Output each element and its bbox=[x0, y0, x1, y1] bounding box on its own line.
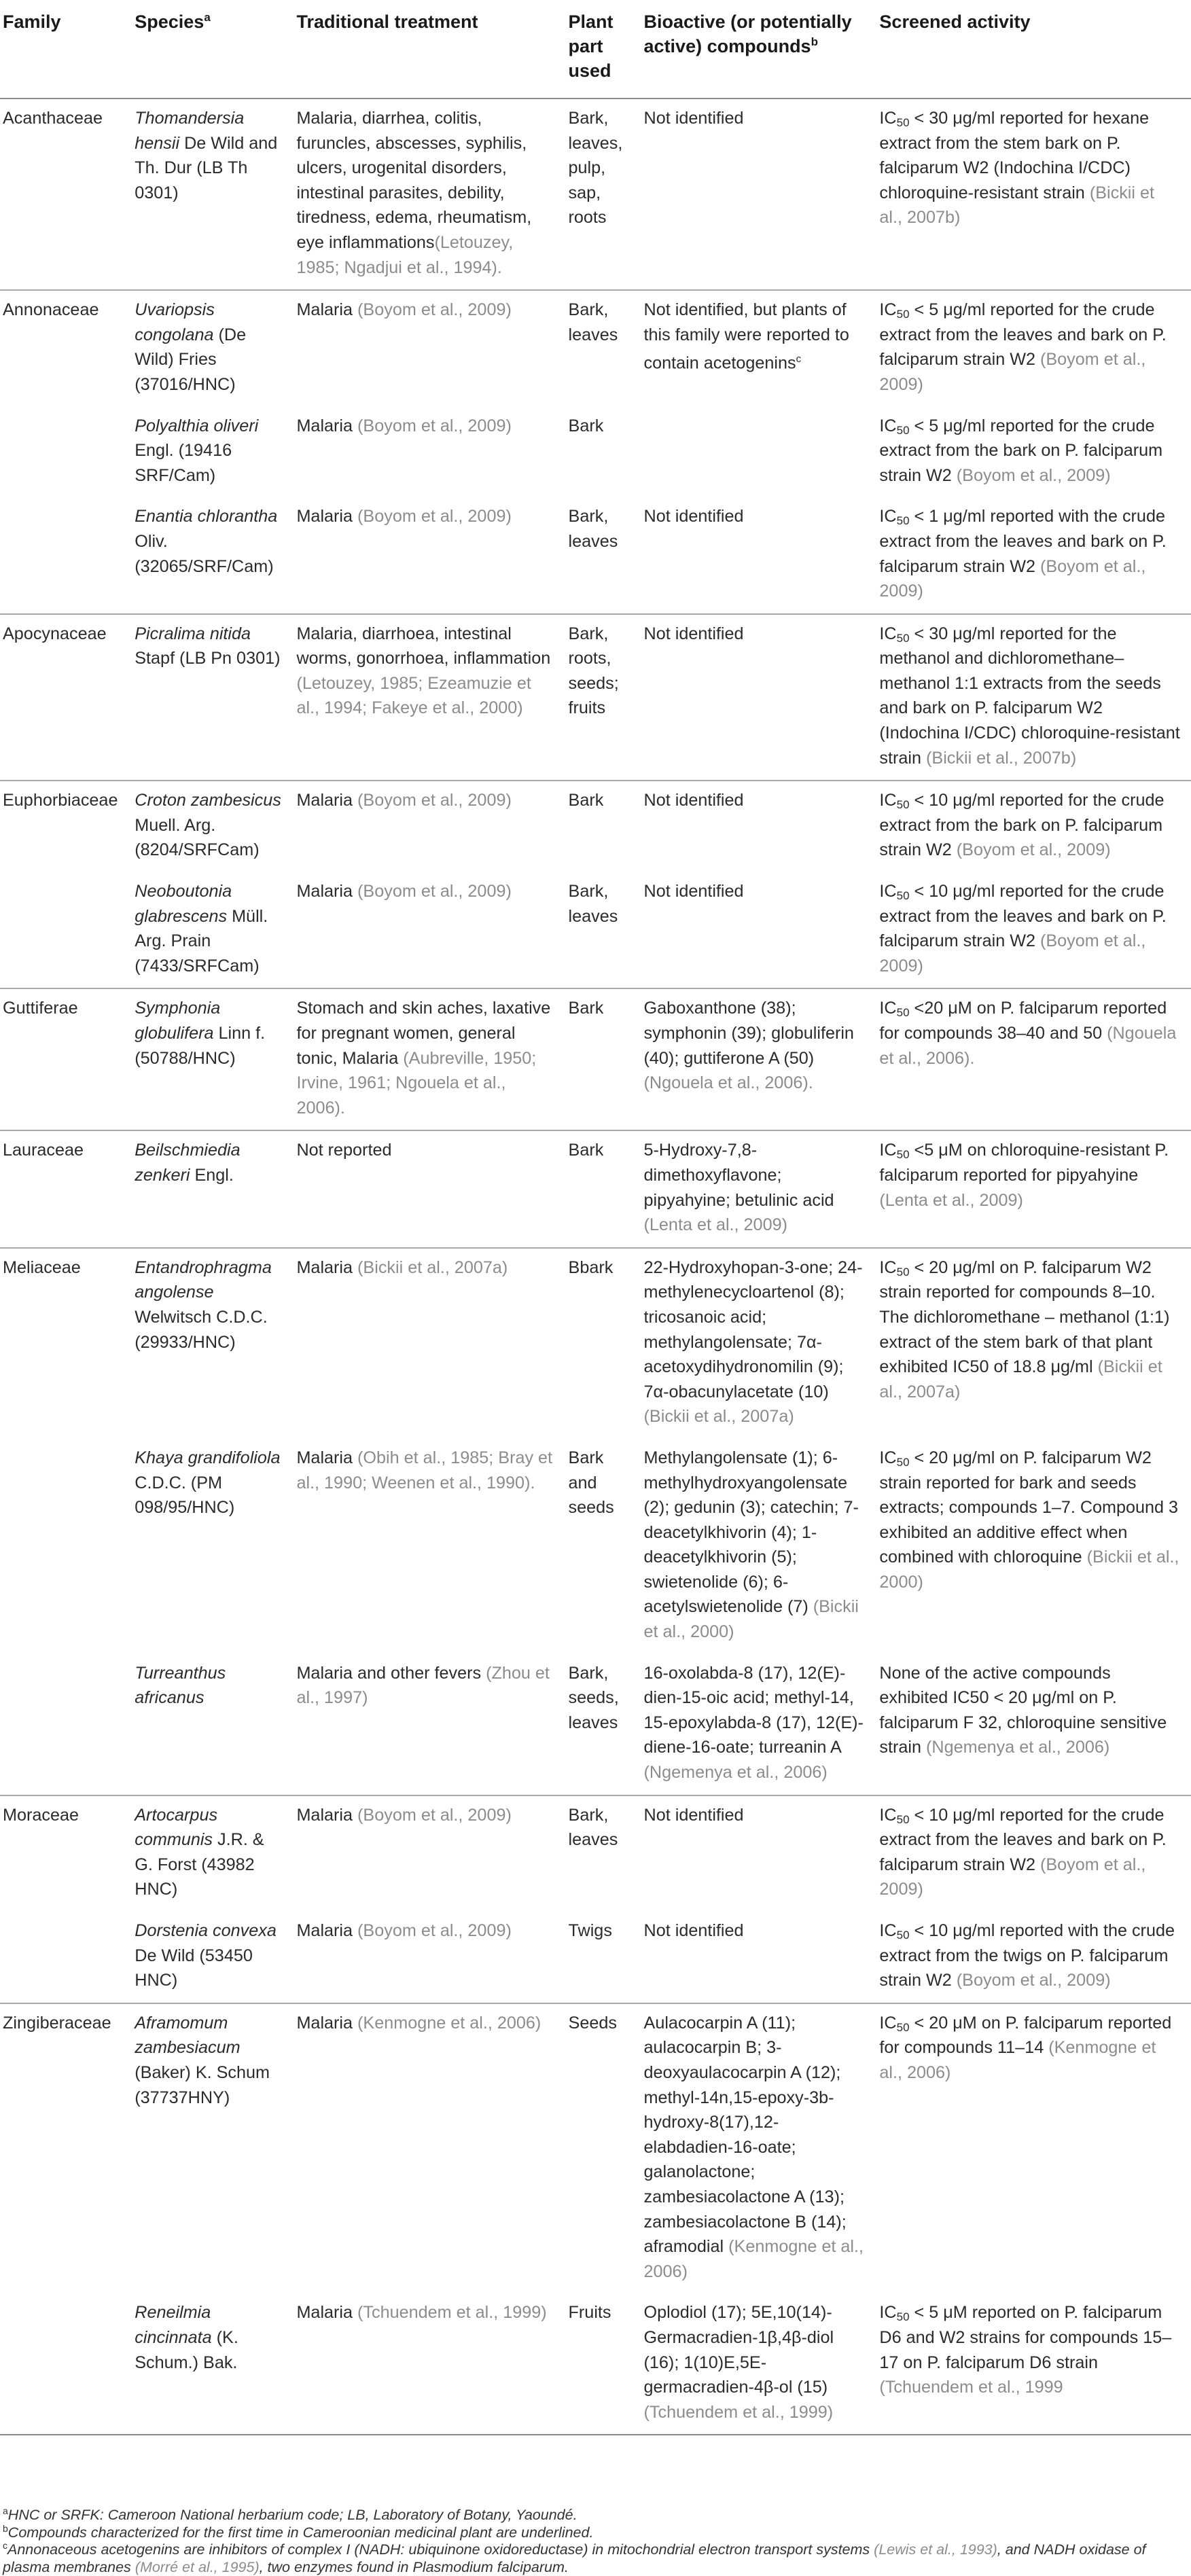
family-cell bbox=[0, 1248, 132, 1439]
table-row bbox=[0, 2293, 1191, 2435]
footnote-a: $^a$HNC or SRFK: Cameroon National herbarium code; LB, Laboratory of Botany, Yaoundé. bbox=[3, 2505, 577, 2523]
treatment-text: Malaria bbox=[296, 300, 358, 320]
species-cell bbox=[132, 1130, 294, 1247]
species-name: Enantia chlorantha bbox=[135, 507, 278, 526]
treatment-text: Malaria, diarrhea, colitis, furuncles, abscesses, syphilis, ulcers, urogenital disorders, intestinal parasites, debility, tiredness, edema, rheumatism, eye inflammations bbox=[296, 109, 532, 252]
compounds-cell bbox=[641, 2293, 877, 2435]
treatment-text: Malaria, diarrhoea, intestinal worms, gonorrhoea, inflammation bbox=[296, 624, 551, 668]
species-authority: Linn f. (50788/HNC) bbox=[135, 1024, 266, 1068]
ic-label: IC bbox=[879, 1141, 897, 1160]
family-cell bbox=[0, 1912, 132, 2003]
treatment-citation: (Tchuendem et al., 1999) bbox=[357, 2303, 547, 2323]
treatment-cell bbox=[294, 2003, 565, 2294]
treatment-text: Malaria bbox=[296, 416, 358, 435]
family-name: Guttiferae bbox=[3, 999, 78, 1018]
activity-text: < 20 μM on P. falciparum reported for compounds 11–14 bbox=[879, 2013, 1172, 2058]
plant-part: Bark bbox=[568, 1141, 604, 1160]
plant-part: Bark bbox=[568, 791, 604, 810]
treatment-citation: (Obih et al., 1985; Bray et al., 1990; Weenen et al., 1990). bbox=[296, 1448, 553, 1492]
activity-citation: (Ngemenya et al., 2006) bbox=[926, 1738, 1110, 1757]
ic-label: IC bbox=[879, 2013, 897, 2033]
family-name: Moraceae bbox=[3, 1805, 79, 1825]
compounds-text: 16-oxolabda-8 (17), 12(E)-dien-15-oic acid; methyl-14, 15-epoxylabda-8 (17), 12(E)-diene-16-oate; turreanin A bbox=[643, 1663, 864, 1757]
ic-label: IC bbox=[879, 109, 897, 128]
family-cell bbox=[0, 2003, 132, 2294]
header-activity: Screened activity bbox=[876, 0, 1191, 99]
plant-part-cell bbox=[566, 497, 641, 613]
activity-cell bbox=[876, 872, 1191, 988]
family-name: Meliaceae bbox=[3, 1257, 81, 1277]
ic-subscript: 50 bbox=[896, 2020, 910, 2034]
plant-part: Seeds bbox=[568, 2013, 617, 2033]
family-cell bbox=[0, 1654, 132, 1795]
species-authority: Oliv. (32065/SRF/Cam) bbox=[135, 531, 274, 576]
plant-part: Fruits bbox=[568, 2303, 611, 2323]
species-name: Turreanthus africanus bbox=[135, 1663, 226, 1708]
plant-part-cell bbox=[566, 1130, 641, 1247]
species-cell bbox=[132, 1439, 294, 1654]
table-row bbox=[0, 872, 1191, 988]
family-cell bbox=[0, 99, 132, 290]
compounds-text: Not identified bbox=[643, 1805, 744, 1825]
species-authority: (K. Schum.) Bak. bbox=[135, 2327, 238, 2372]
ic-subscript: 50 bbox=[896, 116, 910, 129]
plant-part-cell bbox=[566, 1654, 641, 1795]
ic-subscript: 50 bbox=[896, 889, 910, 903]
compounds-cell bbox=[641, 988, 877, 1130]
header-treatment: Traditional treatment bbox=[294, 0, 565, 99]
family-name: Annonaceae bbox=[3, 300, 99, 320]
compounds-cell bbox=[641, 1795, 877, 1912]
family-cell bbox=[0, 1130, 132, 1247]
treatment-cell bbox=[294, 290, 565, 406]
treatment-citation: (Aubreville, 1950; Irvine, 1961; Ngouela et al., 2006). bbox=[296, 1048, 537, 1117]
treatment-cell bbox=[294, 2293, 565, 2435]
family-name: Zingiberaceae bbox=[3, 2013, 111, 2033]
ic-subscript: 50 bbox=[896, 423, 910, 437]
activity-text: < 30 μg/ml reported for hexane extract from the stem bark on P. falciparum W2 (Indochina I/CDC) chloroquine-resistant strain bbox=[879, 109, 1150, 202]
plant-part-cell bbox=[566, 781, 641, 872]
ic-label: IC bbox=[879, 2303, 897, 2323]
activity-citation: (Bickii et al., 2000) bbox=[879, 1548, 1179, 1592]
species-authority: De Wild and Th. Dur (LB Th 0301) bbox=[135, 133, 278, 202]
family-cell bbox=[0, 1795, 132, 1912]
plant-part: Bark bbox=[568, 999, 604, 1018]
activity-text: < 5 μg/ml reported for the crude extract from the leaves and bark on P. falciparum strain W2 bbox=[879, 300, 1167, 370]
treatment-citation: (Kenmogne et al., 2006) bbox=[357, 2013, 541, 2033]
ic-subscript: 50 bbox=[896, 1455, 910, 1469]
plant-part-cell bbox=[566, 614, 641, 781]
compounds-cell bbox=[641, 1654, 877, 1795]
treatment-cell bbox=[294, 872, 565, 988]
compounds-cell bbox=[641, 2003, 877, 2294]
table-row bbox=[0, 290, 1191, 406]
ic-label: IC bbox=[879, 416, 897, 435]
ic-label: IC bbox=[879, 1921, 897, 1940]
plant-part: Bark and seeds bbox=[568, 1448, 614, 1518]
treatment-text: Malaria bbox=[296, 1257, 358, 1277]
ic-subscript: 50 bbox=[896, 1265, 910, 1278]
table-row bbox=[0, 1654, 1191, 1795]
family-cell bbox=[0, 2293, 132, 2435]
treatment-text: Malaria bbox=[296, 2303, 358, 2323]
family-cell bbox=[0, 407, 132, 498]
treatment-citation: (Zhou et al., 1997) bbox=[296, 1663, 550, 1708]
table-row bbox=[0, 2003, 1191, 2294]
treatment-cell bbox=[294, 1439, 565, 1654]
species-cell bbox=[132, 1654, 294, 1795]
compounds-text: Not identified bbox=[643, 1921, 744, 1940]
activity-cell bbox=[876, 1654, 1191, 1795]
species-cell bbox=[132, 2293, 294, 2435]
activity-citation: (Bickii et al., 2007b) bbox=[879, 183, 1154, 228]
activity-citation: (Boyom et al., 2009) bbox=[956, 465, 1111, 485]
plant-part-cell bbox=[566, 988, 641, 1130]
plant-part-cell bbox=[566, 407, 641, 498]
table-row bbox=[0, 1248, 1191, 1439]
compounds-text: Not identified bbox=[643, 109, 744, 128]
species-name: Beilschmiedia zenkeri bbox=[135, 1141, 241, 1185]
plant-part-cell bbox=[566, 1248, 641, 1439]
plant-part: Twigs bbox=[568, 1921, 612, 1940]
treatment-cell bbox=[294, 1654, 565, 1795]
plant-part-cell bbox=[566, 872, 641, 988]
species-name: Khaya grandifoliola bbox=[135, 1448, 281, 1467]
compounds-cell bbox=[641, 872, 877, 988]
compounds-text: Not identified bbox=[643, 507, 744, 526]
ic-label: IC bbox=[879, 1805, 897, 1825]
compounds-citation: (Ngouela et al., 2006). bbox=[643, 1073, 813, 1093]
activity-cell bbox=[876, 1130, 1191, 1247]
plant-part: Bbark bbox=[568, 1257, 614, 1277]
species-name: Dorstenia convexa bbox=[135, 1921, 277, 1940]
family-cell bbox=[0, 497, 132, 613]
treatment-text: Malaria bbox=[296, 1805, 358, 1825]
ic-subscript: 50 bbox=[896, 2310, 910, 2324]
ic-subscript: 50 bbox=[896, 1812, 910, 1826]
treatment-citation: (Boyom et al., 2009) bbox=[357, 882, 512, 901]
activity-citation: (Tchuendem et al., 1999 bbox=[879, 2378, 1063, 2397]
compounds-citation: (Lenta et al., 2009) bbox=[643, 1215, 787, 1235]
species-cell bbox=[132, 1912, 294, 2003]
species-cell bbox=[132, 290, 294, 406]
species-cell bbox=[132, 614, 294, 781]
compounds-footnote-mark: c bbox=[796, 353, 802, 365]
ic-subscript: 50 bbox=[896, 1006, 910, 1020]
compounds-cell bbox=[641, 99, 877, 290]
species-cell bbox=[132, 2003, 294, 2294]
activity-cell bbox=[876, 290, 1191, 406]
activity-cell bbox=[876, 1248, 1191, 1439]
compounds-text: Not identified, but plants of this family were reported to contain acetogenins bbox=[643, 300, 849, 373]
activity-cell bbox=[876, 99, 1191, 290]
ic-subscript: 50 bbox=[896, 308, 910, 321]
footnote-c: $^c$Annonaceous acetogenins are inhibitors of complex I (NADH: ubiquinone oxidoreductase) in mitochondrial electron transport systems (Lewis et al., 1993), and NADH oxidase of plasma membranes (Morré et al., 1995), two enzymes found in Plasmodium falciparum. bbox=[3, 2539, 1146, 2575]
species-name: Aframomum zambesiacum bbox=[135, 2013, 241, 2058]
treatment-cell bbox=[294, 1248, 565, 1439]
ic-subscript: 50 bbox=[896, 1929, 910, 1942]
treatment-cell bbox=[294, 1912, 565, 2003]
activity-text: < 20 μg/ml on P. falciparum W2 strain reported for bark and seeds extracts; compounds 1–7. Compound 3 exhibited an additive effect when combined with chloroquine bbox=[879, 1448, 1179, 1567]
treatment-citation: (Boyom et al., 2009) bbox=[357, 1921, 512, 1940]
treatment-citation: (Bickii et al., 2007a) bbox=[357, 1257, 508, 1277]
treatment-cell bbox=[294, 1795, 565, 1912]
plant-part: Bark, leaves, pulp, sap, roots bbox=[568, 109, 623, 228]
activity-cell bbox=[876, 2003, 1191, 2294]
activity-cell bbox=[876, 1439, 1191, 1654]
species-authority: Welwitsch C.D.C. (29933/HNC) bbox=[135, 1307, 268, 1352]
ic-subscript: 50 bbox=[896, 1148, 910, 1162]
species-name: Reneilmia cincinnata bbox=[135, 2303, 212, 2347]
family-cell bbox=[0, 988, 132, 1130]
species-authority: Müll. Arg. Prain (7433/SRFCam) bbox=[135, 906, 268, 976]
compounds-cell bbox=[641, 1130, 877, 1247]
species-cell bbox=[132, 781, 294, 872]
table-row bbox=[0, 497, 1191, 613]
ic-label: IC bbox=[879, 1448, 897, 1467]
ic-subscript: 50 bbox=[896, 798, 910, 812]
activity-text: None of the active compounds exhibited IC50 < 20 μg/ml on P. falciparum F 32, chloroquine sensitive strain bbox=[879, 1663, 1167, 1757]
compounds-citation: (Ngemenya et al., 2006) bbox=[643, 1763, 828, 1783]
treatment-text: Malaria bbox=[296, 507, 358, 526]
compounds-citation: (Tchuendem et al., 1999) bbox=[643, 2402, 834, 2422]
treatment-text: Malaria bbox=[296, 882, 358, 901]
activity-citation: (Ngouela et al., 2006). bbox=[879, 1024, 1177, 1068]
activity-cell bbox=[876, 497, 1191, 613]
species-name: Artocarpus communis bbox=[135, 1805, 218, 1850]
compounds-text: Aulacocarpin A (11); aulacocarpin B; 3-deoxyaulacocarpin A (12); methyl-14n,15-epoxy-3b-hydroxy-8(17),12-elabdadien-16-oate; galanolactone; zambesiacolactone A (13); zambesiacolactone B (14); aframodial bbox=[643, 2013, 847, 2257]
compounds-cell bbox=[641, 1439, 877, 1654]
compounds-cell bbox=[641, 1912, 877, 2003]
plant-part-cell bbox=[566, 290, 641, 406]
plant-part: Bark, leaves bbox=[568, 1805, 618, 1850]
treatment-cell bbox=[294, 781, 565, 872]
activity-text: < 10 μg/ml reported with the crude extract from the twigs on P. falciparum strain W2 bbox=[879, 1921, 1175, 1990]
activity-text: < 5 μg/ml reported for the crude extract from the bark on P. falciparum strain W2 bbox=[879, 416, 1163, 485]
header-species: Species$^a$ bbox=[132, 0, 294, 99]
treatment-text: Malaria bbox=[296, 1921, 358, 1940]
species-name: Entandrophragma angolense bbox=[135, 1257, 272, 1302]
plant-part-cell bbox=[566, 2293, 641, 2435]
species-authority: J.R. & G. Forst (43982 HNC) bbox=[135, 1830, 264, 1899]
activity-citation: (Boyom et al., 2009) bbox=[879, 931, 1146, 976]
compounds-cell bbox=[641, 290, 877, 406]
treatment-citation: (Letouzey, 1985; Ngadjui et al., 1994). bbox=[296, 232, 514, 277]
table-row bbox=[0, 407, 1191, 498]
compounds-cell bbox=[641, 781, 877, 872]
species-authority: Engl. (19416 SRF/Cam) bbox=[135, 441, 232, 485]
activity-citation: (Boyom et al., 2009) bbox=[956, 1971, 1111, 1990]
activity-text: < 10 μg/ml reported for the crude extract from the leaves and bark on P. falciparum strain W2 bbox=[879, 882, 1167, 951]
activity-cell bbox=[876, 1912, 1191, 2003]
species-name: Picralima nitida bbox=[135, 624, 251, 643]
treatment-text: Malaria and other fevers bbox=[296, 1663, 486, 1683]
treatment-citation: (Boyom et al., 2009) bbox=[357, 300, 512, 320]
compounds-text: Gaboxanthone (38); symphonin (39); globuliferin (40); guttiferone A (50) bbox=[643, 999, 854, 1068]
treatment-citation: (Boyom et al., 2009) bbox=[357, 416, 512, 435]
species-name: Uvariopsis congolana bbox=[135, 300, 215, 344]
activity-text: < 10 μg/ml reported for the crude extract from the leaves and bark on P. falciparum strain W2 bbox=[879, 1805, 1167, 1874]
family-cell bbox=[0, 781, 132, 872]
plant-part-cell bbox=[566, 99, 641, 290]
treatment-citation: (Boyom et al., 2009) bbox=[357, 791, 512, 810]
species-cell bbox=[132, 988, 294, 1130]
activity-text: < 10 μg/ml reported for the crude extract from the bark on P. falciparum strain W2 bbox=[879, 791, 1165, 860]
species-cell bbox=[132, 1795, 294, 1912]
treatment-text: Malaria bbox=[296, 791, 358, 810]
activity-text: < 5 μM reported on P. falciparum D6 and W2 strains for compounds 15–17 on P. falciparum D6 strain bbox=[879, 2303, 1172, 2372]
activity-citation: (Boyom et al., 2009) bbox=[879, 350, 1146, 394]
species-authority: De Wild (53450 HNC) bbox=[135, 1946, 253, 1990]
ic-label: IC bbox=[879, 791, 897, 810]
ic-label: IC bbox=[879, 999, 897, 1018]
activity-citation: (Boyom et al., 2009) bbox=[879, 1855, 1146, 1899]
treatment-citation: (Boyom et al., 2009) bbox=[357, 507, 512, 526]
treatment-citation: (Boyom et al., 2009) bbox=[357, 1805, 512, 1825]
compounds-citation: (Bickii et al., 2007a) bbox=[643, 1407, 794, 1427]
species-cell bbox=[132, 99, 294, 290]
activity-citation: (Boyom et al., 2009) bbox=[956, 840, 1111, 860]
compounds-text: Not identified bbox=[643, 882, 744, 901]
species-name: Thomandersia hensii bbox=[135, 109, 245, 153]
species-name: Symphonia globulifera bbox=[135, 999, 221, 1043]
family-cell bbox=[0, 1439, 132, 1654]
activity-cell bbox=[876, 781, 1191, 872]
activity-text: < 20 μg/ml on P. falciparum W2 strain reported for compounds 8–10. The dichloromethane – methanol (1:1) extract of the stem bark of that plant exhibited IC50 of 18.8 μg/ml bbox=[879, 1257, 1170, 1377]
table-row bbox=[0, 1912, 1191, 2003]
family-cell bbox=[0, 614, 132, 781]
compounds-text: Methylangolensate (1); 6-methylhydroxyangolensate (2); gedunin (3); catechin; 7-deacetylkhivorin (4); 1-deacetylkhivorin (5); swietenolide (6); 6-acetylswietenolide (7) bbox=[643, 1448, 859, 1617]
ic-label: IC bbox=[879, 624, 897, 643]
species-cell bbox=[132, 497, 294, 613]
family-cell bbox=[0, 872, 132, 988]
species-authority: Muell. Arg. (8204/SRFCam) bbox=[135, 815, 260, 860]
header-row bbox=[0, 0, 1191, 99]
plant-part-cell bbox=[566, 1795, 641, 1912]
table-row bbox=[0, 988, 1191, 1130]
family-name: Euphorbiaceae bbox=[3, 791, 118, 810]
table-row bbox=[0, 99, 1191, 290]
species-authority: C.D.C. (PM 098/95/HNC) bbox=[135, 1473, 235, 1518]
plant-part: Bark, seeds, leaves bbox=[568, 1663, 619, 1732]
treatment-cell bbox=[294, 99, 565, 290]
ic-label: IC bbox=[879, 300, 897, 320]
species-cell bbox=[132, 872, 294, 988]
activity-citation: (Bickii et al., 2007a) bbox=[879, 1357, 1162, 1401]
treatment-cell bbox=[294, 497, 565, 613]
species-authority: Engl. bbox=[194, 1165, 234, 1185]
footnote-b: $^b$Compounds characterized for the first time in Cameroonian medicinal plant are underlined. bbox=[3, 2522, 594, 2541]
compounds-cell bbox=[641, 614, 877, 781]
table-row bbox=[0, 781, 1191, 872]
treatment-text: Not reported bbox=[296, 1141, 392, 1160]
treatment-text: Malaria bbox=[296, 1448, 358, 1467]
family-name: Acanthaceae bbox=[3, 109, 103, 128]
activity-cell bbox=[876, 988, 1191, 1130]
activity-text: <20 μM on P. falciparum reported for compounds 38–40 and 50 bbox=[879, 999, 1167, 1043]
table-row bbox=[0, 614, 1191, 781]
compounds-text: 5-Hydroxy-7,8-dimethoxyflavone; pipyahyine; betulinic acid bbox=[643, 1141, 834, 1210]
treatment-cell bbox=[294, 614, 565, 781]
species-authority: Stapf (LB Pn 0301) bbox=[135, 649, 281, 668]
plant-part-cell bbox=[566, 1912, 641, 2003]
species-cell bbox=[132, 1248, 294, 1439]
compounds-citation: (Bickii et al., 2000) bbox=[643, 1597, 859, 1642]
ic-label: IC bbox=[879, 882, 897, 901]
compounds-cell bbox=[641, 497, 877, 613]
footnotes bbox=[3, 2507, 1185, 2576]
treatment-cell bbox=[294, 988, 565, 1130]
species-name: Croton zambesicus bbox=[135, 791, 281, 810]
ic-subscript: 50 bbox=[896, 631, 910, 645]
family-cell bbox=[0, 290, 132, 406]
compounds-text: Not identified bbox=[643, 791, 744, 810]
header-compounds: Bioactive (or potentially active) compounds$^b$ bbox=[641, 0, 877, 99]
activity-citation: (Bickii et al., 2007b) bbox=[926, 748, 1077, 768]
activity-citation: (Kenmogne et al., 2006) bbox=[879, 2038, 1156, 2082]
table-row bbox=[0, 1795, 1191, 1912]
species-authority: (Baker) K. Schum (37737HNY) bbox=[135, 2062, 270, 2107]
family-name: Lauraceae bbox=[3, 1141, 84, 1160]
header-family: Family bbox=[0, 0, 132, 99]
compounds-cell bbox=[641, 407, 877, 498]
species-authority: (De Wild) Fries (37016/HNC) bbox=[135, 325, 247, 394]
family-name: Apocynaceae bbox=[3, 624, 107, 643]
plant-part-cell bbox=[566, 2003, 641, 2294]
activity-cell bbox=[876, 1795, 1191, 1912]
treatment-citation: (Letouzey, 1985; Ezeamuzie et al., 1994; Fakeye et al., 2000) bbox=[296, 673, 531, 718]
plant-part: Bark, leaves bbox=[568, 507, 618, 551]
plant-part: Bark, roots, seeds; fruits bbox=[568, 624, 619, 718]
table-row bbox=[0, 1439, 1191, 1654]
compounds-text: 22-Hydroxyhopan-3-one; 24-methylenecycloartenol (8); tricosanoic acid; methylangolensate; 7α-acetoxydihydronomilin (9); 7α-obacunylacetate (10) bbox=[643, 1257, 863, 1401]
activity-text: < 30 μg/ml reported for the methanol and dichloromethane–methanol 1:1 extracts from the seeds and bark on P. falciparum W2 (Indochina I/CDC) chloroquine-resistant strain bbox=[879, 624, 1180, 768]
activity-text: <5 μM on chloroquine-resistant P. falciparum reported for pipyahyine bbox=[879, 1141, 1169, 1185]
header-part: Plant part used bbox=[566, 0, 641, 99]
treatment-text: Stomach and skin aches, laxative for pregnant women, general tonic, Malaria bbox=[296, 999, 551, 1068]
table-row bbox=[0, 1130, 1191, 1247]
treatment-cell bbox=[294, 1130, 565, 1247]
activity-citation: (Lenta et al., 2009) bbox=[879, 1190, 1023, 1210]
plant-part-cell bbox=[566, 1439, 641, 1654]
species-name: Polyalthia oliveri bbox=[135, 416, 259, 435]
plant-part: Bark, leaves bbox=[568, 882, 618, 926]
treatment-cell bbox=[294, 407, 565, 498]
activity-cell bbox=[876, 2293, 1191, 2435]
treatment-text: Malaria bbox=[296, 2013, 358, 2033]
activity-cell bbox=[876, 614, 1191, 781]
ic-label: IC bbox=[879, 1257, 897, 1277]
activity-text: < 1 μg/ml reported with the crude extract from the leaves and bark on P. falciparum strain W2 bbox=[879, 507, 1167, 576]
species-cell bbox=[132, 407, 294, 498]
ic-label: IC bbox=[879, 507, 897, 526]
compounds-text: Oplodiol (17); 5E,10(14)-Germacradien-1β,4β-diol (16); 1(10)E,5E-germacradien-4β-ol (15) bbox=[643, 2303, 834, 2397]
ic-subscript: 50 bbox=[896, 514, 910, 528]
plant-part: Bark, leaves bbox=[568, 300, 618, 344]
plant-part: Bark bbox=[568, 416, 604, 435]
activity-citation: (Boyom et al., 2009) bbox=[879, 556, 1146, 601]
activity-cell bbox=[876, 407, 1191, 498]
compounds-cell bbox=[641, 1248, 877, 1439]
compounds-text: Not identified bbox=[643, 624, 744, 643]
species-name: Neoboutonia glabrescens bbox=[135, 882, 232, 926]
compounds-citation: (Kenmogne et al., 2006) bbox=[643, 2237, 864, 2281]
